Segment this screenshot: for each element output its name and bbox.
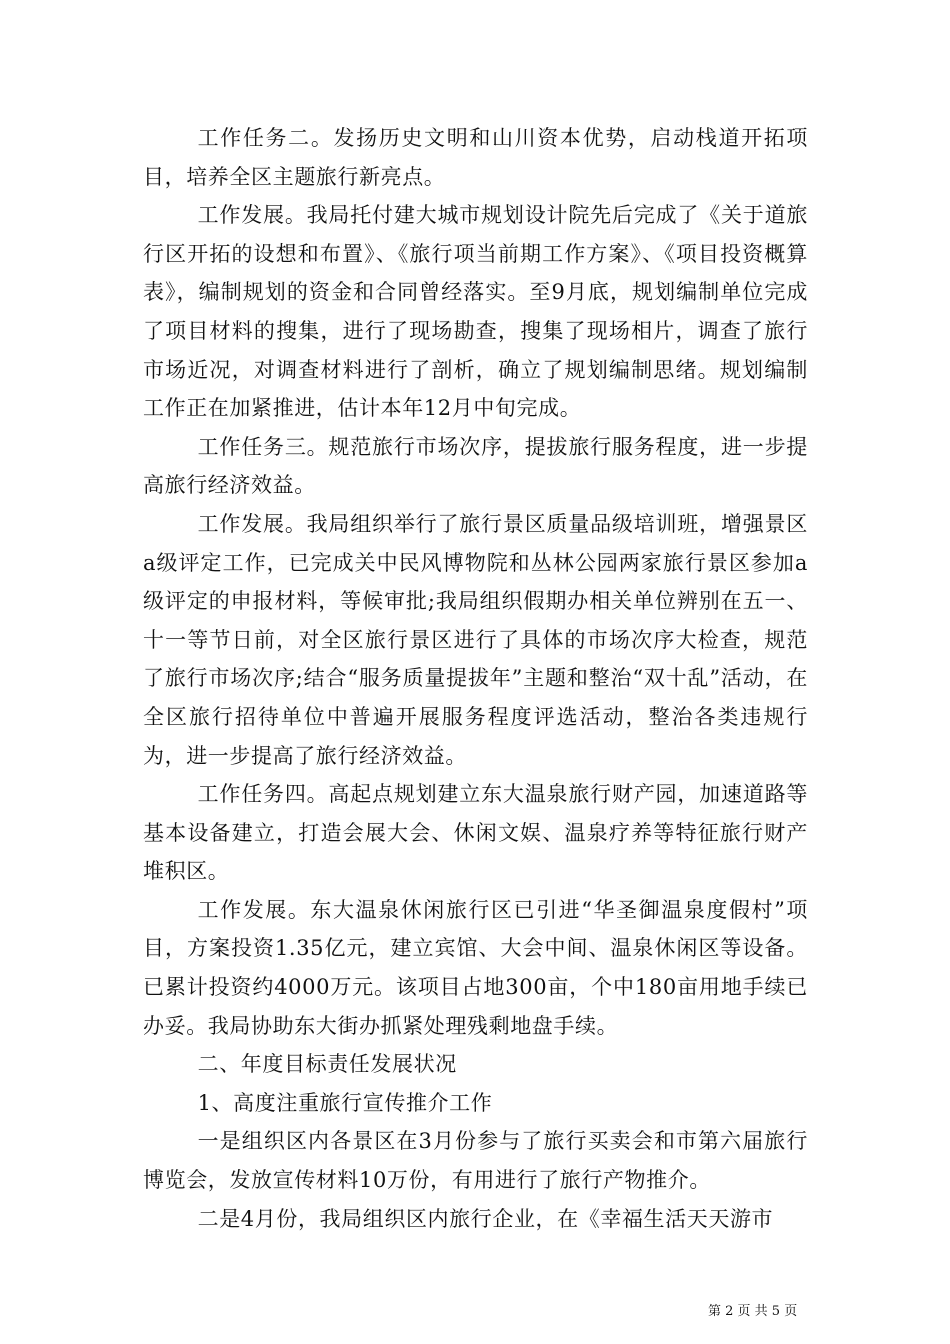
body-text — [143, 119, 808, 1238]
paragraph-progress-one: 工作发展。我局托付建大城市规划设计院先后完成了《关于道旅行区开拓的设想和布置》、《旅行项当前期工作方案》、《项目投资概算表》，编制规划的资金和合同曾经落实。至9月底，规划编制单位完成了项目材料的搜集，进行了现场勘查，搜集了现场相片，调查了旅行市场近况，对调查材料进行了剖析，确立了规划编制思绪。规划编制工作正在加紧推进，估计本年12月中旬完成。 — [143, 203, 808, 421]
section-heading: 二、年度目标责任发展状况 — [197, 1052, 457, 1077]
paragraph-item-one: 一是组织区内各景区在3月份参与了旅行买卖会和市第六届旅行博览会，发放宣传材料10万份，有用进行了旅行产物推介。 — [143, 1129, 808, 1193]
subsection-heading: 1、高度注重旅行宣传推介工作 — [197, 1090, 493, 1115]
page-number: 第 2 页 共 5 页 — [708, 1304, 798, 1319]
paragraph-progress-three: 工作发展。东大温泉休闲旅行区已引进“华圣御温泉度假村”项目，方案投资1.35亿元，建立宾馆、大会中间、温泉休闲区等设备。已累计投资约4000万元。该项目占地300亩，个中180亩用地手续已办妥。我局协助东大街办抓紧处理残剩地盘手续。 — [143, 897, 808, 1038]
paragraph-task-two: 工作任务二。发扬历史文明和山川资本优势，启动栈道开拓项目，培养全区主题旅行新亮点。 — [143, 126, 808, 189]
paragraph-progress-two: 工作发展。我局组织举行了旅行景区质量品级培训班，增强景区a级评定工作，已完成关中民风博物院和丛林公园两家旅行景区参加a级评定的申报材料，等候审批;我局组织假期办相关单位辨别在五一、十一等节日前，对全区旅行景区进行了具体的市场次序大检查，规范了旅行市场次序;结合“服务质量提拔年”主题和整治“双十乱”活动，在全区旅行招待单位中普遍开展服务程度评选活动，整治各类违规行为，进一步提高了旅行经济效益。 — [143, 511, 808, 768]
paragraph-task-three: 工作任务三。规范旅行市场次序，提拔旅行服务程度，进一步提高旅行经济效益。 — [143, 434, 808, 498]
paragraph-task-four: 工作任务四。高起点规划建立东大温泉旅行财产园，加速道路等基本设备建立，打造会展大会、休闲文娱、温泉疗养等特征旅行财产堆积区。 — [143, 782, 808, 884]
paragraph-item-two: 二是4月份，我局组织区内旅行企业，在《幸福生活天天游市 — [197, 1206, 774, 1231]
